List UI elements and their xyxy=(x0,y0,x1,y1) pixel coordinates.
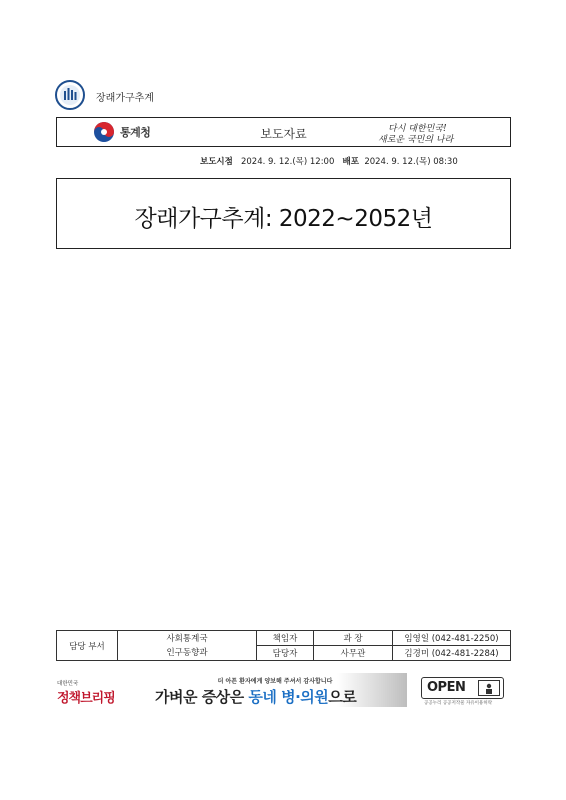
release-time-line xyxy=(200,155,458,167)
title-cell: 과 장 xyxy=(314,631,393,646)
release-time-value: 2024. 9. 12.(목) 12:00 xyxy=(240,157,335,167)
banner-headline-highlight: 동네 병·의원 xyxy=(248,688,329,706)
distribution-value: 2024. 9. 12.(목) 08:30 xyxy=(364,157,458,167)
role-cell: 책임자 xyxy=(257,631,314,646)
slogan-line-1: 다시 대한민국! xyxy=(388,124,447,134)
statistics-emblem-svg xyxy=(57,82,83,108)
doc-header-title: 장래가구추계 xyxy=(96,93,154,104)
dept-label-cell: 담당 부서 xyxy=(57,631,118,661)
person-cell: 임영일 (042-481-2250) xyxy=(393,631,511,646)
agency-name: 통계청 xyxy=(120,126,151,139)
statistics-emblem-icon xyxy=(55,80,85,110)
main-title-box xyxy=(56,178,511,249)
banner-headline-part-1: 가벼운 증상은 xyxy=(155,688,249,706)
attribution-icon xyxy=(478,680,500,696)
dept-name-line-1: 사회통계국 xyxy=(166,633,208,644)
table-row xyxy=(57,631,511,646)
main-title: 장래가구추계: 2022~2052년 xyxy=(134,206,433,232)
distribution-label: 배포 xyxy=(342,157,359,167)
open-license-badge xyxy=(421,677,504,699)
release-time-label: 보도시점 xyxy=(200,157,233,167)
banner-subtitle: 더 아픈 환자에게 양보해 주셔서 감사합니다 xyxy=(217,678,333,685)
policy-briefing-small-text: 대한민국 xyxy=(57,681,79,687)
press-release-label: 보도자료 xyxy=(260,127,307,141)
campaign-banner xyxy=(143,673,407,707)
banner-headline-part-3: 으로 xyxy=(328,688,357,706)
open-license-caption: 공공누리 공공저작물 자유이용허락 xyxy=(424,701,493,706)
title-cell: 사무관 xyxy=(314,646,393,661)
person-icon xyxy=(479,682,499,696)
policy-briefing-name: 정책브리핑 xyxy=(57,691,115,706)
person-cell: 김경미 (042-481-2284) xyxy=(393,646,511,661)
dept-name-line-2: 인구동향과 xyxy=(166,647,208,658)
role-cell: 담당자 xyxy=(257,646,314,661)
slogan-signature xyxy=(378,120,488,146)
policy-briefing-logo xyxy=(57,679,115,706)
contact-table xyxy=(56,630,511,661)
dept-name-cell xyxy=(118,631,257,661)
open-license-label: OPEN xyxy=(427,680,466,695)
press-release-header xyxy=(56,117,511,147)
banner-headline xyxy=(155,686,356,707)
slogan-line-2: 새로운 국민의 나라 xyxy=(378,135,454,145)
